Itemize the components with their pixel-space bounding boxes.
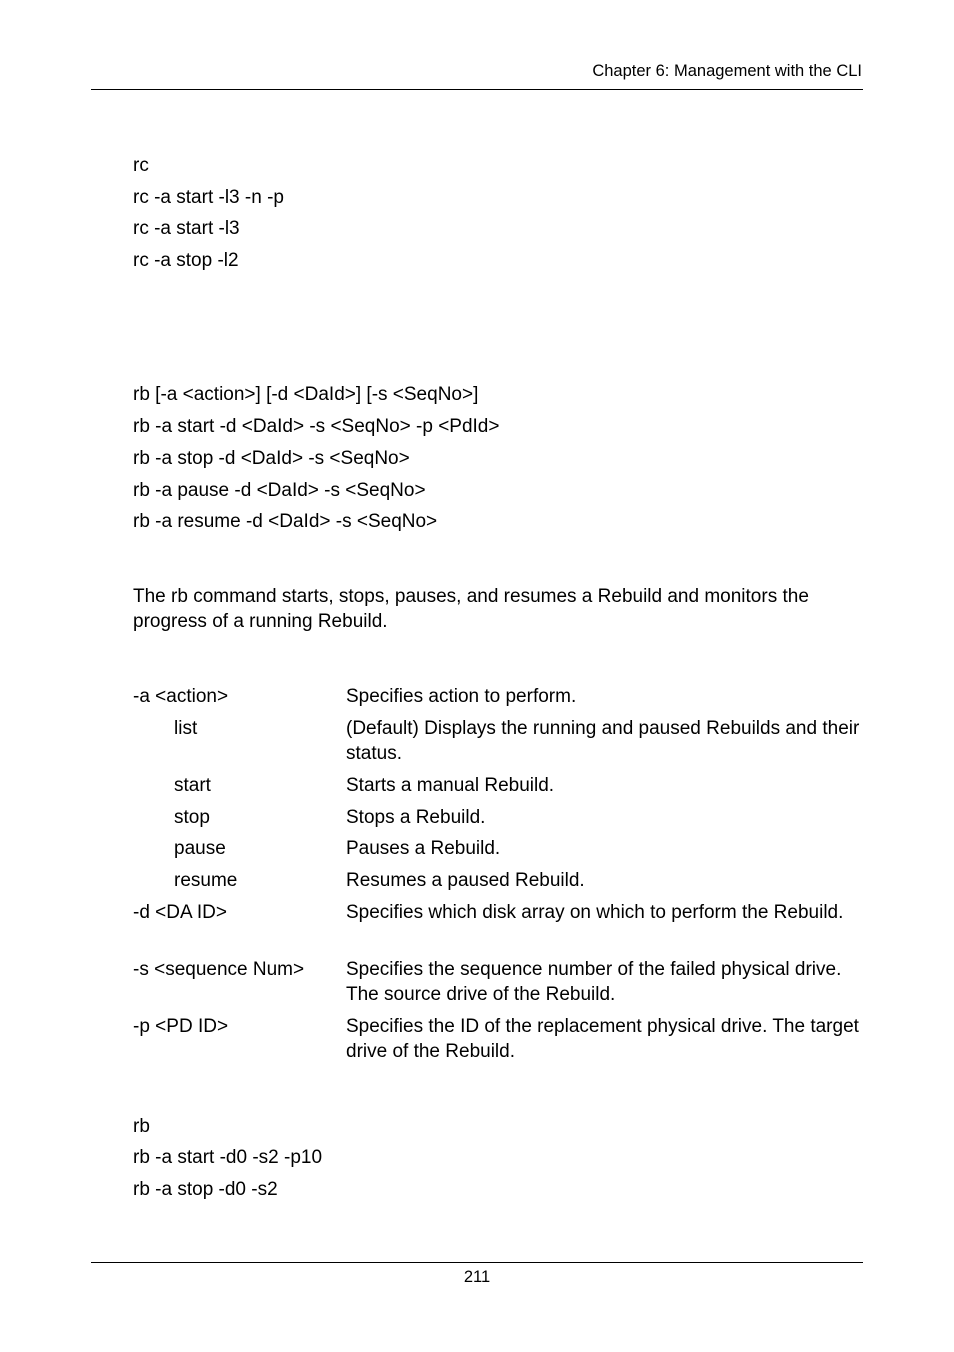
rb-usage-line: rb -a pause -d <DaId> -s <SeqNo> (133, 480, 426, 501)
option-name: stop (174, 807, 210, 828)
rb-example-line: rb -a start -d0 -s2 -p10 (133, 1147, 323, 1168)
rb-usage-line: rb [-a <action>] [-d <DaId>] [-s <SeqNo>] (133, 384, 479, 405)
rc-example-line: rc -a start -l3 (133, 218, 240, 239)
page-number: 211 (463, 1268, 491, 1286)
option-name: -p <PD ID> (133, 1016, 229, 1037)
option-name: -s <sequence Num> (133, 959, 305, 980)
option-description: Specifies the sequence number of the failed physical drive. The source drive of the Rebuild. (346, 959, 842, 1005)
option-description: Stops a Rebuild. (346, 807, 486, 828)
option-name: resume (174, 870, 238, 891)
rc-example-line: rc -a start -l3 -n -p (133, 187, 284, 208)
option-name: pause (174, 838, 226, 859)
rb-usage-line: rb -a start -d <DaId> -s <SeqNo> -p <PdId> (133, 416, 500, 437)
option-name: list (174, 718, 198, 739)
chapter-header: Chapter 6: Management with the CLI (592, 62, 862, 80)
option-description: Specifies which disk array on which to perform the Rebuild. (346, 902, 844, 923)
rc-example-line: rc -a stop -l2 (133, 250, 239, 271)
rc-example-line: rc (133, 155, 149, 176)
rb-usage-line: rb -a resume -d <DaId> -s <SeqNo> (133, 511, 438, 532)
option-description: Specifies action to perform. (346, 686, 577, 707)
rb-example-line: rb -a stop -d0 -s2 (133, 1179, 278, 1200)
option-description: Specifies the ID of the replacement physical drive. The target drive of the Rebuild. (346, 1016, 859, 1062)
option-name: -a <action> (133, 686, 229, 707)
option-description: Resumes a paused Rebuild. (346, 870, 585, 891)
footer-rule (91, 1262, 863, 1263)
option-description: Starts a manual Rebuild. (346, 775, 555, 796)
rb-example-line: rb (133, 1116, 150, 1137)
header-rule (91, 89, 863, 90)
option-description: Pauses a Rebuild. (346, 838, 501, 859)
rb-summary: The rb command starts, stops, pauses, and resumes a Rebuild and monitors the progress of a running Rebuild. (133, 586, 809, 632)
option-name: start (174, 775, 211, 796)
option-name: -d <DA ID> (133, 902, 227, 923)
rb-usage-line: rb -a stop -d <DaId> -s <SeqNo> (133, 448, 410, 469)
option-description: (Default) Displays the running and paused Rebuilds and their status. (346, 718, 860, 764)
